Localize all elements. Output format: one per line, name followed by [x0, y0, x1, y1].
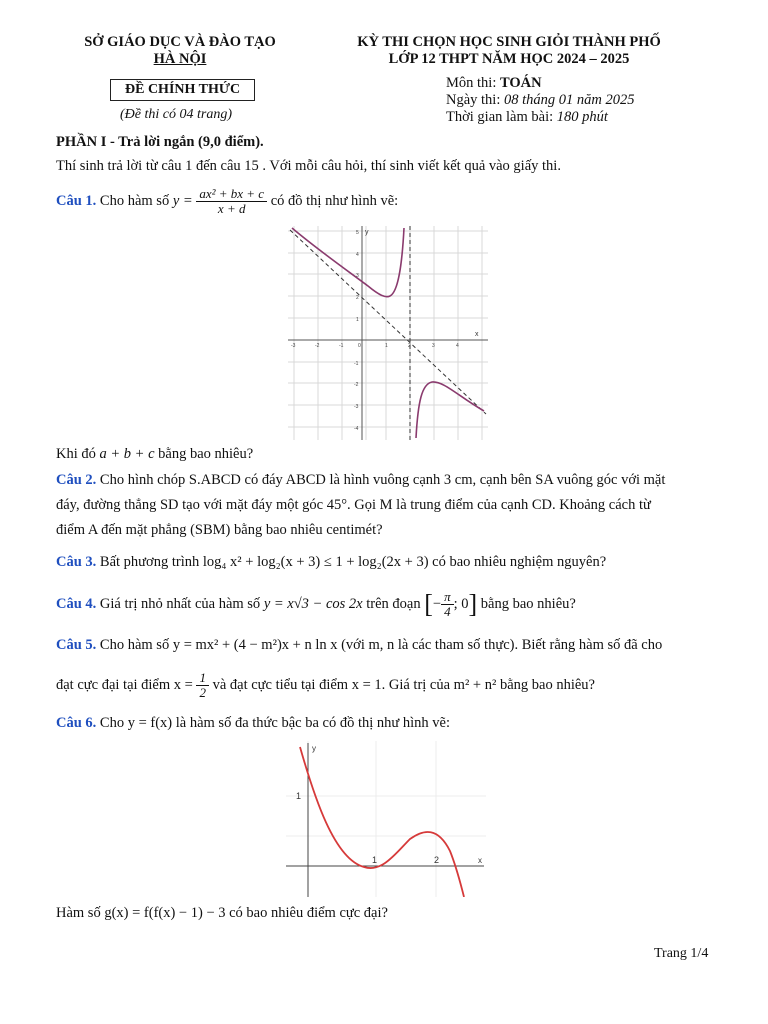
graph-cubic-function	[286, 741, 486, 897]
graph1-xtick: 4	[456, 343, 459, 349]
q4-bracket-left: [	[424, 589, 433, 619]
q2-label: Câu 2.	[56, 472, 97, 488]
date-value: 08 tháng 01 năm 2025	[504, 92, 635, 108]
graph1-ytick: 2	[356, 295, 359, 301]
question-6	[56, 715, 450, 732]
graph1-xtick: -1	[339, 343, 344, 349]
graph1-grid	[288, 226, 488, 440]
q4-right: ; 0	[453, 596, 469, 612]
graph1-left-branch	[292, 228, 404, 297]
dept-line1: SỞ GIÁO DỤC VÀ ĐÀO TẠO	[84, 34, 276, 50]
q5-half-num: 1	[196, 671, 209, 686]
graph1-right-branch	[416, 382, 484, 438]
date-label: Ngày thi:	[446, 92, 504, 108]
exam-title2: LỚP 12 THPT NĂM HỌC 2024 – 2025	[388, 51, 630, 67]
q1-pre: Cho hàm số	[99, 193, 170, 209]
question-2	[56, 472, 665, 489]
q4-expr: y = x√3 − cos 2x	[263, 596, 363, 612]
q1-numerator: ax² + bx + c	[196, 187, 267, 202]
q1-ask-pre: Khi đó	[56, 446, 96, 462]
section-instruction: Thí sinh trả lời từ câu 1 đến câu 15 . Với mỗi câu hỏi, thí sinh viết kết quả vào giấy thi.	[56, 158, 561, 174]
q6-text: Cho y = f(x) là hàm số đa thức bậc ba có đồ thị như hình vẽ:	[99, 715, 450, 731]
page-number: Trang 1/4	[654, 946, 709, 961]
q5-half	[196, 671, 209, 701]
question-4	[56, 584, 576, 625]
graph1-xtick: 2	[408, 343, 411, 349]
q5-line2-pre: đạt cực đại tại điểm x =	[56, 677, 193, 693]
q1-denominator: x + d	[217, 201, 246, 217]
graph1-xtick: -2	[315, 343, 320, 349]
q4-post: bằng bao nhiêu?	[480, 596, 576, 612]
q4-frac-den: 4	[444, 604, 451, 620]
question-1	[56, 184, 398, 218]
pages-note: (Đề thi có 04 trang)	[120, 107, 232, 122]
q3-text: Bất phương trình log₄ x² + log₂(x + 3) ≤ 1 + log₂(2x + 3) có bao nhiêu nghiệm nguyên?	[99, 554, 607, 570]
q4-frac-num: π	[441, 590, 454, 605]
graph1-ytick: 5	[356, 230, 359, 236]
q6-ask: Hàm số g(x) = f(f(x) − 1) − 3 có bao nhiêu điểm cực đại?	[56, 905, 388, 921]
graph1-ytick: -4	[354, 426, 359, 432]
graph2-cubic-curve	[300, 747, 464, 897]
graph1-xtick: 1	[385, 343, 388, 349]
graph2-x-label: x	[478, 856, 482, 865]
question-3	[56, 554, 606, 571]
graph1-y-label: y	[365, 229, 369, 236]
q2-line2: đáy, đường thẳng SD tạo với mặt đáy một góc 45°. Gọi M là trung điểm của cạnh CD. Khoảng cách từ	[56, 497, 651, 513]
graph1-ytick: -1	[354, 361, 359, 367]
exam-title1: KỲ THI CHỌN HỌC SINH GIỎI THÀNH PHỐ	[357, 34, 661, 50]
q6-label: Câu 6.	[56, 715, 97, 731]
q4-fraction	[441, 590, 454, 620]
graph2-x-tick2: 2	[434, 855, 440, 865]
q5-label: Câu 5.	[56, 637, 97, 653]
time-value: 180 phút	[556, 109, 608, 125]
question-5	[56, 637, 662, 654]
q5-half-den: 2	[199, 685, 206, 701]
graph1-xtick: 0	[358, 343, 361, 349]
q4-pre: Giá trị nhỏ nhất của hàm số	[99, 596, 261, 612]
graph1-x-ticks	[291, 343, 459, 349]
q4-bracket-right: ]	[468, 589, 478, 619]
dept-line2: HÀ NỘI	[153, 51, 207, 67]
graph2-x-tick1: 1	[372, 855, 378, 865]
q1-ask-expr: a + b + c	[99, 446, 155, 462]
subject-value: TOÁN	[499, 75, 542, 91]
graph2-grid	[286, 741, 486, 897]
q1-ask-post: bằng bao nhiêu?	[158, 446, 254, 462]
q5-line2-post: và đạt cực tiểu tại điểm x = 1. Giá trị của m² + n² bằng bao nhiêu?	[212, 677, 595, 693]
subject-line	[446, 75, 542, 92]
q1-label: Câu 1.	[56, 193, 97, 209]
time-label: Thời gian làm bài:	[446, 109, 557, 125]
date-line	[446, 92, 635, 109]
q1-fraction	[196, 187, 267, 217]
graph1-ytick: 4	[356, 252, 359, 258]
graph1-ytick: 1	[356, 317, 359, 323]
graph1-y-ticks	[354, 230, 359, 432]
q2-line1: Cho hình chóp S.ABCD có đáy ABCD là hình vuông cạnh 3 cm, cạnh bên SA vuông góc với mặt	[99, 472, 666, 488]
official-label: ĐỀ CHÍNH THỨC	[110, 79, 255, 101]
q3-label: Câu 3.	[56, 554, 97, 570]
graph1-oblique-asymptote	[290, 230, 486, 414]
q5-line1: Cho hàm số y = mx² + (4 − m²)x + n ln x (với m, n là các tham số thực). Biết rằng hàm số đã cho	[99, 637, 663, 653]
graph-rational-function	[288, 226, 488, 440]
graph1-xtick: 3	[432, 343, 435, 349]
q4-label: Câu 4.	[56, 596, 97, 612]
q5-line2	[56, 665, 595, 705]
q4-minus: −	[432, 596, 442, 612]
q2-line3: điểm A đến mặt phẳng (SBM) bằng bao nhiêu centimét?	[56, 522, 383, 538]
graph1-ytick: -2	[354, 382, 359, 388]
graph1-ytick: -3	[354, 404, 359, 410]
q1-lhs: y =	[172, 193, 193, 209]
section-title: PHẦN I - Trả lời ngắn (9,0 điểm).	[56, 134, 264, 150]
graph1-ytick: 3	[356, 273, 359, 279]
time-line	[446, 109, 608, 126]
q1-ask	[56, 446, 253, 463]
subject-label: Môn thi:	[446, 75, 500, 91]
q4-mid: trên đoạn	[366, 596, 421, 612]
q1-post: có đồ thị như hình vẽ:	[270, 193, 399, 209]
graph2-y-tick: 1	[296, 791, 302, 801]
graph1-x-label: x	[475, 331, 479, 338]
graph1-xtick: -3	[291, 343, 296, 349]
graph2-y-label: y	[312, 744, 316, 753]
